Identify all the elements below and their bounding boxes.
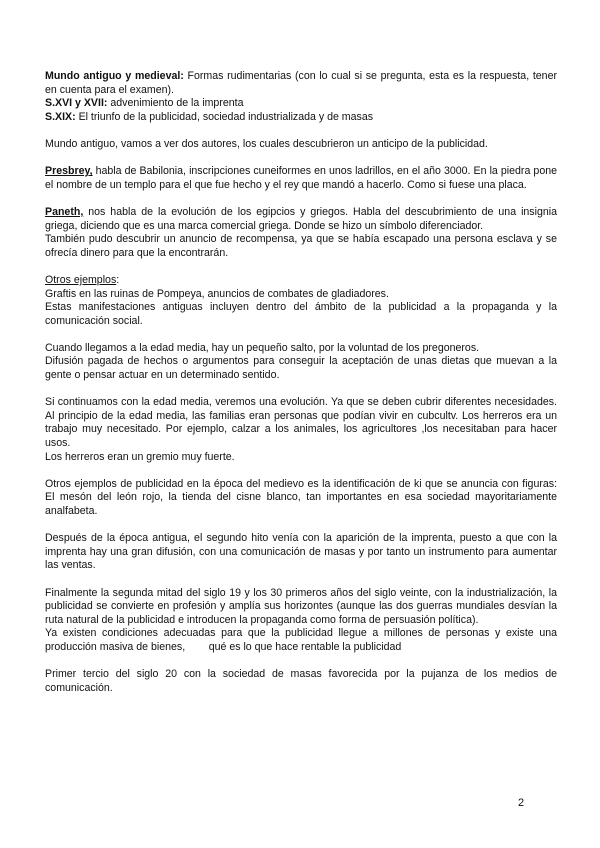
- presbrey-paragraph: [45, 165, 557, 192]
- otros-ejemplos-line-1: Graftis en las ruinas de Pompeya, anuncios de combates de gladiadores.: [45, 287, 389, 300]
- intro-line-1: [45, 70, 557, 97]
- otros-ejemplos-title: Otros ejemplos: [45, 273, 117, 286]
- paneth-paragraph: [45, 206, 557, 260]
- primer-tercio-text: Primer tercio del siglo 20 con la sociedad de masas favorecida por la pujanza de los medios de comunicación.: [45, 668, 557, 694]
- paneth-text-2: También pudo descubrir un anuncio de recompensa, ya que se había escapado una persona esclava y se ofrecía dinero para que la encontrarán.: [45, 233, 557, 259]
- primer-tercio-paragraph: [45, 668, 557, 695]
- otros-medievo-paragraph: [45, 478, 557, 519]
- finalmente-line-2: Ya existen condiciones adecuadas para que la publicidad llegue a millones de personas y existe una producción masiva de bienes, qué es lo que hace rentable la publicidad: [45, 627, 560, 653]
- edad-media-line-2: Difusión pagada de hechos o argumentos para conseguir la aceptación de unas dietas que muevan a la gente o pensar actuar en un determinado sentido.: [45, 355, 557, 382]
- otros-ejemplos-colon: :: [116, 273, 120, 286]
- presbrey-text: habla de Babilonia, inscripciones cuneiformes en unos ladrillos, en el año 3000. En la piedra pone el nombre de un templo para el que fue hecho y el rey que mandó a hacerlo. Como si fuese una placa.: [45, 165, 557, 191]
- page-number: 2: [518, 797, 525, 809]
- intro-line-2: [45, 97, 557, 111]
- intro-label-1: Mundo antiguo y medieval:: [45, 70, 184, 82]
- edad-media-paragraph: [45, 342, 557, 383]
- otros-ejemplos-heading: [45, 274, 557, 288]
- intro-text-3: El triunfo de la publicidad, sociedad industrializada y de masas: [75, 110, 374, 123]
- otros-ejemplos-line-2: Estas manifestaciones antiguas incluyen dentro del ámbito de la publicidad a la propaganda y la comunicación social.: [45, 301, 557, 327]
- mundo-antiguo-paragraph: [45, 138, 557, 152]
- presbrey-line: [45, 165, 557, 192]
- paneth-text: nos habla de la evolución de los egipcios y griegos. Habla del descubrimiento de una insignia griega, diciendo que es una marca comercial griega. Donde se hizo un símbolo diferenciador.: [45, 205, 557, 232]
- imprenta-text: Después de la época antigua, el segundo hito venía con la aparición de la imprenta, puesto a que con la imprenta hay una gran difusión, con una comunicación de masas y por tanto un instrumento para aumentar las ventas.: [45, 532, 557, 572]
- edad-media-line-1: Cuando llegamos a la edad media, hay un pequeño salto, por la voluntad de los pregoneros.: [45, 341, 480, 354]
- otros-medievo-text: Otros ejemplos de publicidad en la época del medievo es la identificación de ki que se anuncia con figuras: El mesón del león rojo, la tienda del cisne blanco, tan importantes en esa sociedad mayoritariamente analfabeta.: [45, 477, 557, 517]
- finalmente-line-1: Finalmente la segunda mitad del siglo 19 y los 30 primeros años del siglo veinte, con la industrialización, la publicidad se convierte en profesión y amplía sus horizontes (aunque las dos guerras mundiales desvían la ruta natural de la publicidad e introducen la propaganda como forma de persuasión política).: [45, 586, 557, 626]
- evolucion-line-1: Si continuamos con la edad media, veremos una evolución. Ya que se deben cubrir diferentes necesidades. Al principio de la edad media, las familias eran personas que podían vivir en cubcultv. Los herreros era un trabajo muy necesitado. Por ejemplo, calzar a los animales, los agricultores ,los necesitaban para hacer usos.: [45, 396, 557, 450]
- evolucion-line-2: Los herreros eran un gremio muy fuerte.: [45, 450, 235, 463]
- evolucion-paragraph: [45, 396, 557, 464]
- intro-text-1: Formas rudimentarias (con lo cual si se pregunta, esta es la respuesta, tener en cuenta para el examen).: [45, 70, 557, 96]
- presbrey-name: Presbrey,: [45, 165, 93, 178]
- intro-label-2: S.XVI y XVII:: [45, 97, 108, 110]
- paneth-name: Paneth,: [45, 205, 84, 218]
- imprenta-paragraph: [45, 532, 557, 573]
- document-page: [45, 70, 560, 695]
- intro-label-3: S.XIX:: [45, 110, 76, 123]
- intro-text-2: advenimiento de la imprenta: [107, 97, 244, 110]
- paneth-line: [45, 206, 557, 233]
- finalmente-paragraph: [45, 586, 560, 655]
- mundo-antiguo-text: Mundo antiguo, vamos a ver dos autores, los cuales descubrieron un anticipo de la publicidad.: [45, 137, 488, 150]
- otros-ejemplos-paragraph: [45, 274, 557, 328]
- intro-block: [45, 70, 557, 124]
- intro-line-3: [45, 111, 557, 125]
